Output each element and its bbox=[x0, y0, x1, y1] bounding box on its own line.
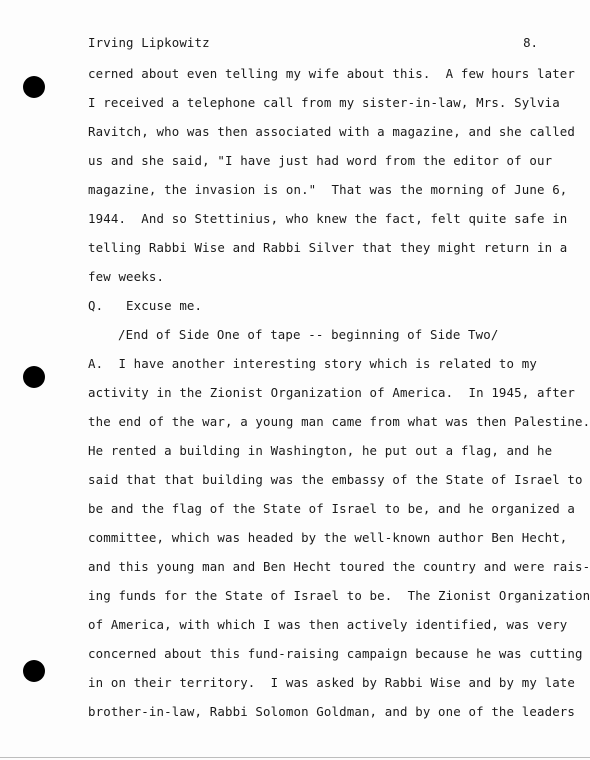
binder-hole-bottom bbox=[23, 660, 45, 682]
text-line: I received a telephone call from my sister-in-law, Mrs. Sylvia bbox=[88, 95, 560, 110]
binder-hole-middle bbox=[23, 366, 45, 388]
text-line: few weeks. bbox=[88, 269, 165, 284]
text-line: telling Rabbi Wise and Rabbi Silver that they might return in a bbox=[88, 240, 568, 255]
text-line: brother-in-law, Rabbi Solomon Goldman, and by one of the leaders bbox=[88, 704, 576, 719]
text-line: and this young man and Ben Hecht toured the country and were rais- bbox=[88, 559, 590, 574]
text-line: said that that building was the embassy of the State of Israel to bbox=[88, 472, 583, 487]
binder-hole-top bbox=[23, 76, 45, 98]
text-line: of America, with which I was then actively identified, was very bbox=[88, 617, 568, 632]
page-edge-line bbox=[0, 757, 590, 758]
text-line: us and she said, "I have just had word from the editor of our bbox=[88, 153, 553, 168]
page-number: 8. bbox=[523, 35, 538, 50]
text-line: Ravitch, who was then associated with a magazine, and she called bbox=[88, 124, 576, 139]
text-line: concerned about this fund-raising campaign because he was cutting bbox=[88, 646, 583, 661]
text-line: activity in the Zionist Organization of America. In 1945, after bbox=[88, 385, 576, 400]
text-line: Q. Excuse me. bbox=[88, 298, 203, 313]
text-line: in on their territory. I was asked by Rabbi Wise and by my late bbox=[88, 675, 576, 690]
header-name: Irving Lipkowitz bbox=[88, 35, 210, 50]
text-line: He rented a building in Washington, he put out a flag, and he bbox=[88, 443, 553, 458]
text-line: 1944. And so Stettinius, who knew the fact, felt quite safe in bbox=[88, 211, 568, 226]
text-line: committee, which was headed by the well-known author Ben Hecht, bbox=[88, 530, 568, 545]
text-line: the end of the war, a young man came from what was then Palestine. bbox=[88, 414, 590, 429]
text-line: ing funds for the State of Israel to be. The Zionist Organization bbox=[88, 588, 590, 603]
text-line: cerned about even telling my wife about this. A few hours later bbox=[88, 66, 576, 81]
text-line: A. I have another interesting story which is related to my bbox=[88, 356, 537, 371]
text-line: magazine, the invasion is on." That was the morning of June 6, bbox=[88, 182, 568, 197]
text-line: be and the flag of the State of Israel to be, and he organized a bbox=[88, 501, 576, 516]
tape-note: /End of Side One of tape -- beginning of Side Two/ bbox=[118, 327, 499, 342]
